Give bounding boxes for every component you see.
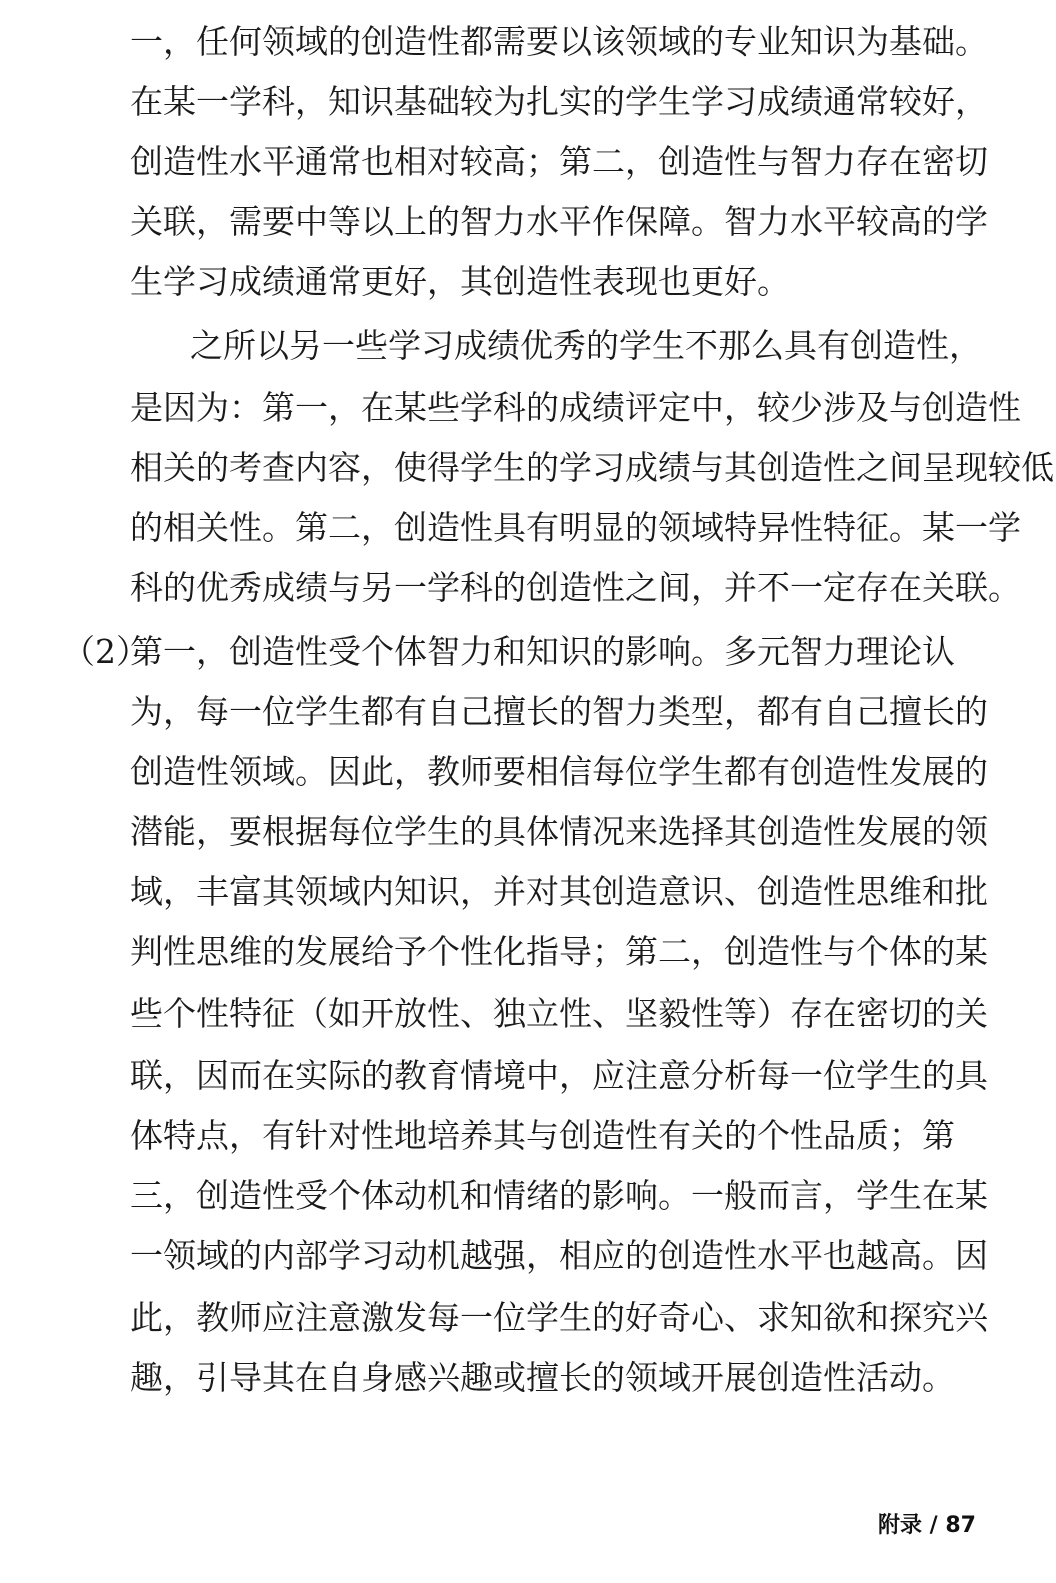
text-line: 在某一学科，知识基础较为扎实的学生学习成绩通常较好， [130, 82, 988, 121]
text-line: 创造性水平通常也相对较高；第二，创造性与智力存在密切 [130, 142, 988, 181]
text-line: 科的优秀成绩与另一学科的创造性之间，并不一定存在关联。 [130, 568, 1021, 607]
text-line: 此，教师应注意激发每一位学生的好奇心、求知欲和探究兴 [130, 1298, 988, 1337]
text-line: 相关的考查内容，使得学生的学习成绩与其创造性之间呈现较低 [130, 448, 1054, 487]
text-line: 一领域的内部学习动机越强，相应的创造性水平也越高。因 [130, 1236, 988, 1275]
text-line: 是因为：第一，在某些学科的成绩评定中，较少涉及与创造性 [130, 388, 1021, 427]
text-line: 一，任何领域的创造性都需要以该领域的专业知识为基础。 [130, 22, 988, 61]
text-line: 创造性领域。因此，教师要相信每位学生都有创造性发展的 [130, 752, 988, 791]
text-line: 体特点，有针对性地培养其与创造性有关的个性品质；第 [130, 1116, 955, 1155]
text-line: 趣，引导其在自身感兴趣或擅长的领域开展创造性活动。 [130, 1358, 955, 1397]
text-line: 潜能，要根据每位学生的具体情况来选择其创造性发展的领 [130, 812, 988, 851]
item-marker: （2） [62, 632, 149, 671]
text-line: 判性思维的发展给予个性化指导；第二，创造性与个体的某 [130, 932, 988, 971]
text-line: 三，创造性受个体动机和情绪的影响。一般而言，学生在某 [130, 1176, 988, 1215]
text-line: 关联，需要中等以上的智力水平作保障。智力水平较高的学 [130, 202, 988, 241]
text-line: 之所以另一些学习成绩优秀的学生不那么具有创造性， [190, 326, 982, 365]
text-line: 生学习成绩通常更好，其创造性表现也更好。 [130, 262, 790, 301]
text-line: 的相关性。第二，创造性具有明显的领域特异性特征。某一学 [130, 508, 1021, 547]
text-line: 些个性特征（如开放性、独立性、坚毅性等）存在密切的关 [130, 994, 988, 1033]
page-footer: 附录 / 87 [878, 1513, 976, 1538]
text-line: 第一，创造性受个体智力和知识的影响。多元智力理论认 [130, 632, 955, 671]
text-line: 为，每一位学生都有自己擅长的智力类型，都有自己擅长的 [130, 692, 988, 731]
text-line: 联，因而在实际的教育情境中，应注意分析每一位学生的具 [130, 1056, 988, 1095]
text-line: 域，丰富其领域内知识，并对其创造意识、创造性思维和批 [130, 872, 988, 911]
